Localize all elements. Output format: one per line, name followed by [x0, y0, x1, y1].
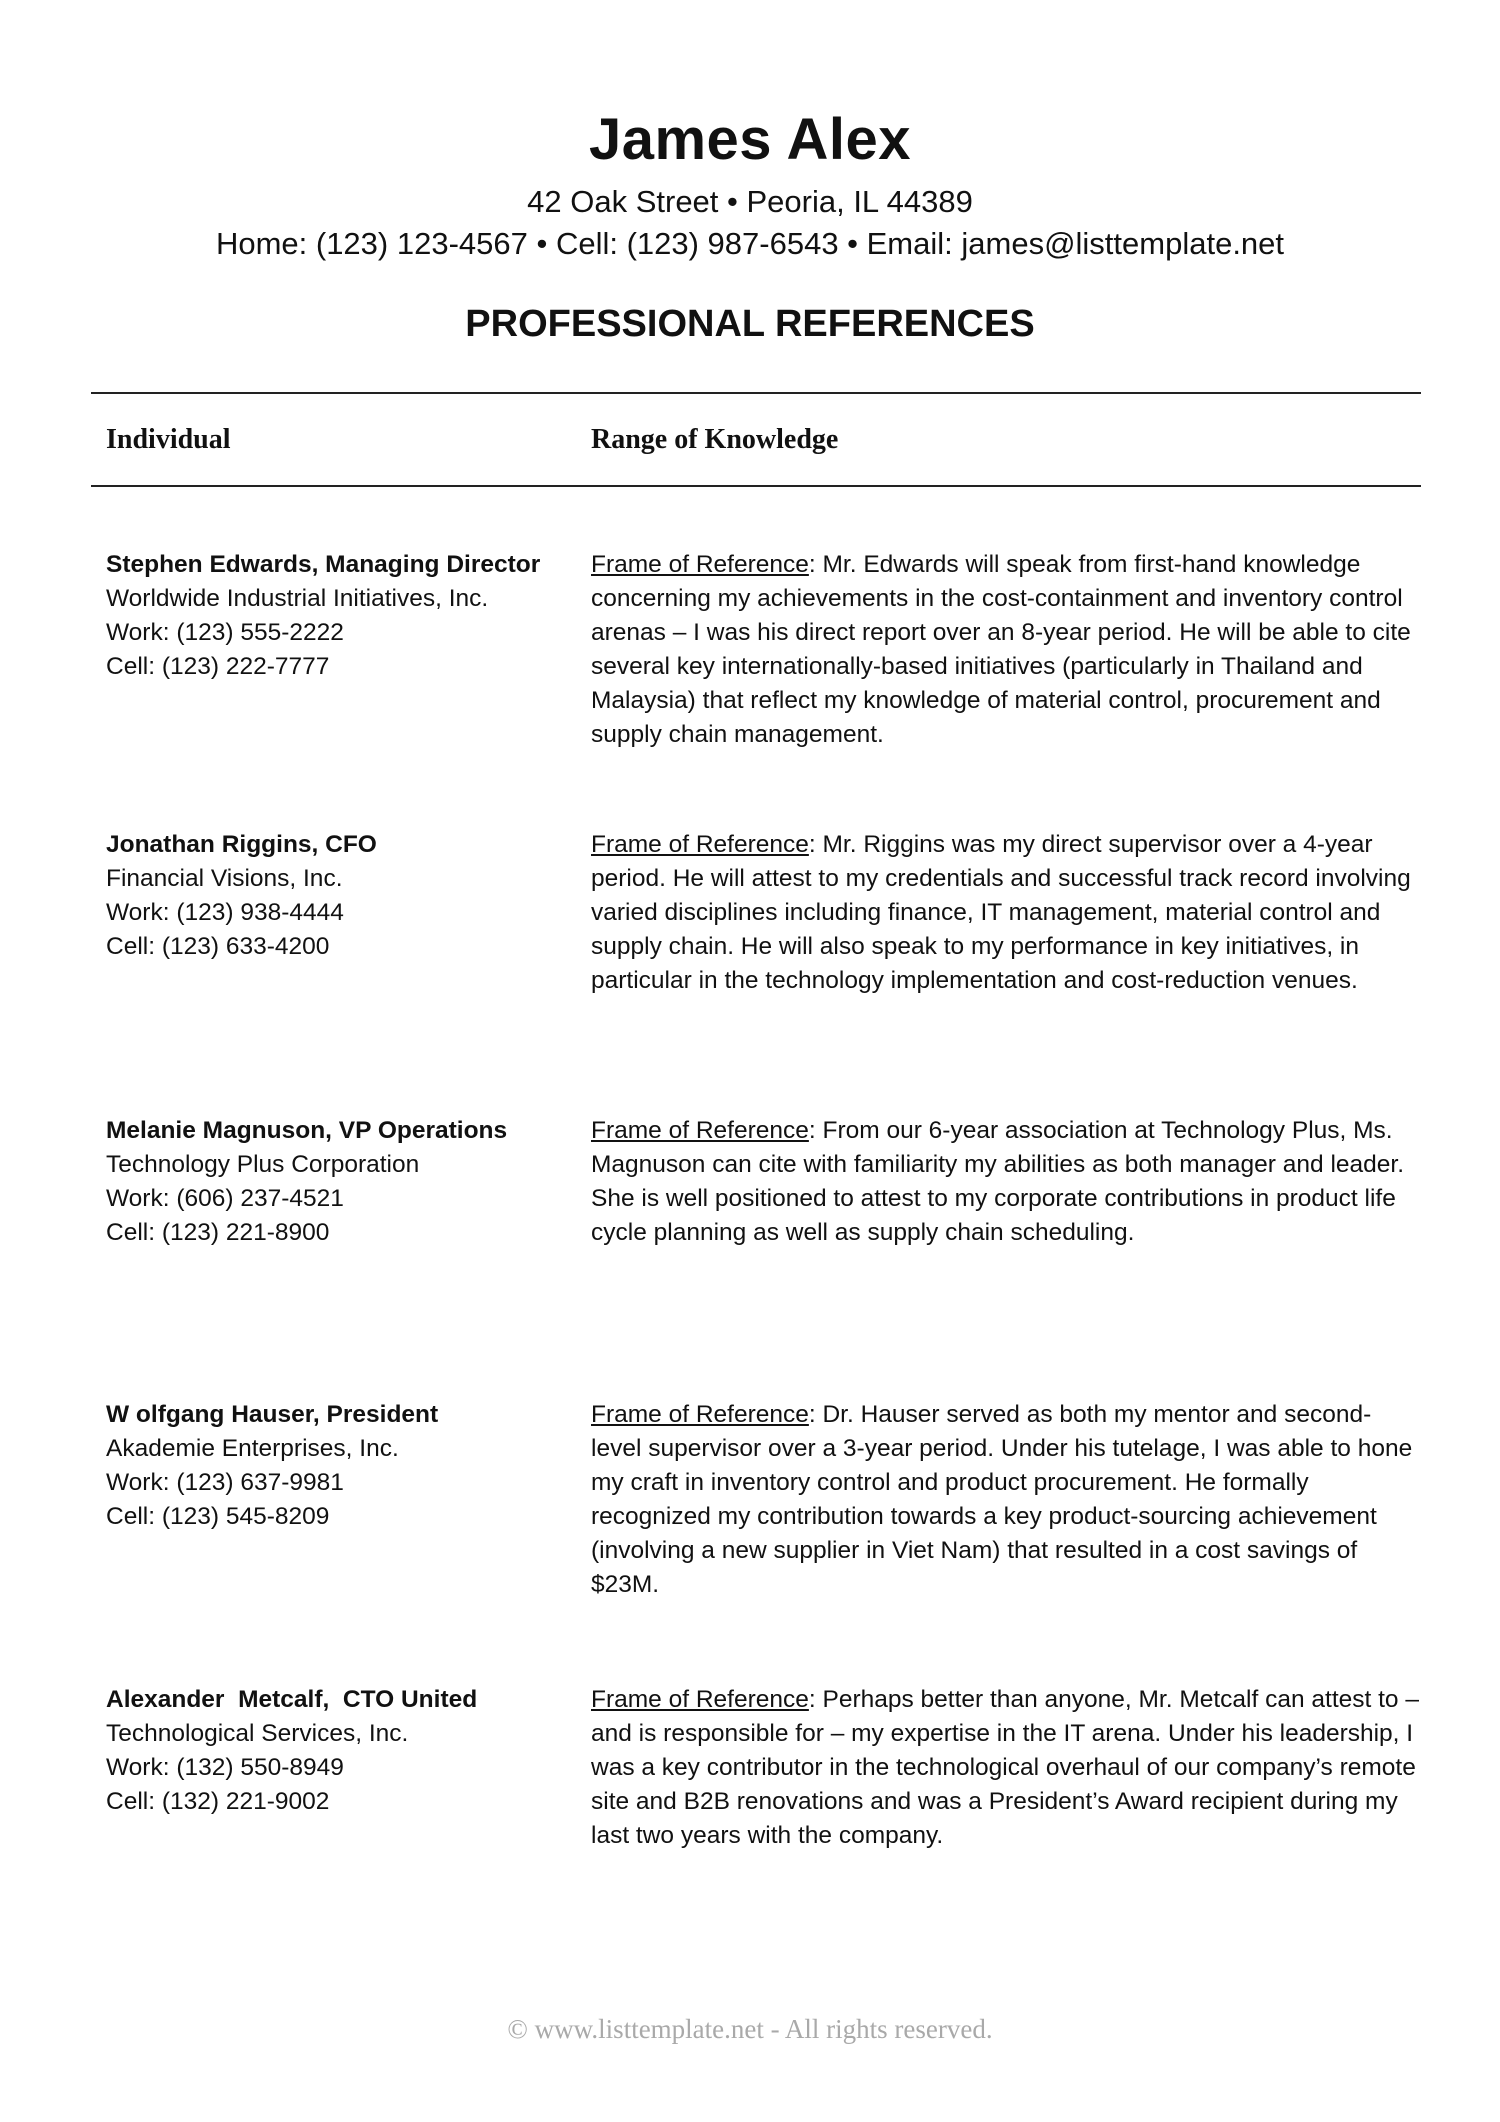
reference-work-phone: Work: (123) 555-2222 [106, 619, 344, 646]
reference-text: : Dr. Hauser served as both my mentor and second-level supervisor over a 3-year period. Under his tutelage, I was able to hone my craft in inventory control and product procurement. He formally recognized my contribution towards a key product-sourcing achievement (involving a new supplier in Viet Nam) that resulted in a cost savings of $23M. [591, 1401, 1413, 1598]
reference-company: Technological Services, Inc. [106, 1720, 409, 1747]
reference-description [591, 548, 1421, 752]
reference-cell-phone: Cell: (123) 633-4200 [106, 933, 330, 960]
table-top-divider [91, 392, 1421, 394]
reference-company: Akademie Enterprises, Inc. [106, 1435, 399, 1462]
reference-text: : Mr. Riggins was my direct supervisor over a 4-year period. He will attest to my credentials and successful track record involving varied disciplines including finance, IT management, material control and supply chain. He will also speak to my performance in key initiatives, in particular in the technology implementation and cost-reduction venues. [591, 831, 1411, 994]
reference-cell-phone: Cell: (123) 545-8209 [106, 1503, 330, 1530]
reference-cell-phone: Cell: (123) 222-7777 [106, 653, 330, 680]
reference-work-phone: Work: (123) 637-9981 [106, 1469, 344, 1496]
column-header-knowledge: Range of Knowledge [591, 424, 839, 455]
reference-description [591, 828, 1421, 998]
reference-name: Stephen Edwards, Managing Director [106, 551, 541, 578]
frame-of-reference-label: Frame of Reference [591, 1401, 809, 1428]
reference-company: Technology Plus Corporation [106, 1151, 420, 1178]
reference-contact [106, 1683, 566, 1819]
frame-of-reference-label: Frame of Reference [591, 831, 809, 858]
section-title: PROFESSIONAL REFERENCES [465, 303, 1035, 345]
applicant-address: 42 Oak Street • Peoria, IL 44389 [527, 184, 973, 219]
column-header-individual: Individual [106, 424, 231, 455]
reference-cell-phone: Cell: (132) 221-9002 [106, 1788, 330, 1815]
table-header-divider [91, 485, 1421, 487]
reference-text: : Mr. Edwards will speak from first-hand knowledge concerning my achievements in the cost-containment and inventory control arenas – I was his direct report over an 8-year period. He will be able to cite several key internationally-based initiatives (particularly in Thailand and Malaysia) that reflect my knowledge of material control, procurement and supply chain management. [591, 551, 1411, 748]
reference-company: Financial Visions, Inc. [106, 865, 343, 892]
reference-text: : From our 6-year association at Technology Plus, Ms. Magnuson can cite with familiarity my abilities as both manager and leader. She is well positioned to attest to my corporate contributions in product life cycle planning as well as supply chain scheduling. [591, 1117, 1404, 1246]
frame-of-reference-label: Frame of Reference [591, 1117, 809, 1144]
reference-work-phone: Work: (123) 938-4444 [106, 899, 344, 926]
reference-description [591, 1114, 1421, 1250]
applicant-contact: Home: (123) 123-4567 • Cell: (123) 987-6543 • Email: james@listtemplate.net [215, 226, 1285, 261]
reference-contact [106, 1114, 566, 1250]
frame-of-reference-label: Frame of Reference [591, 551, 809, 578]
reference-name: Melanie Magnuson, VP Operations [106, 1117, 508, 1144]
reference-work-phone: Work: (132) 550-8949 [106, 1754, 344, 1781]
reference-description [591, 1683, 1421, 1853]
reference-name: Jonathan Riggins, CFO [106, 831, 377, 858]
reference-description [591, 1398, 1421, 1602]
reference-name: Alexander Metcalf, CTO United [106, 1686, 478, 1713]
reference-work-phone: Work: (606) 237-4521 [106, 1185, 344, 1212]
copyright-footer: © www.listtemplate.net - All rights reserved. [507, 2014, 993, 2044]
reference-text: : Perhaps better than anyone, Mr. Metcalf can attest to – and is responsible for – my expertise in the IT arena. Under his leadership, I was a key contributor in the technological overhaul of our company’s remote site and B2B renovations and was a President’s Award recipient during my last two years with the company. [591, 1686, 1419, 1849]
reference-name: W olfgang Hauser, President [106, 1401, 439, 1428]
applicant-name: James Alex [588, 107, 912, 172]
reference-contact [106, 828, 566, 964]
reference-cell-phone: Cell: (123) 221-8900 [106, 1219, 330, 1246]
reference-contact [106, 548, 566, 684]
reference-company: Worldwide Industrial Initiatives, Inc. [106, 585, 489, 612]
frame-of-reference-label: Frame of Reference [591, 1686, 809, 1713]
reference-contact [106, 1398, 566, 1534]
